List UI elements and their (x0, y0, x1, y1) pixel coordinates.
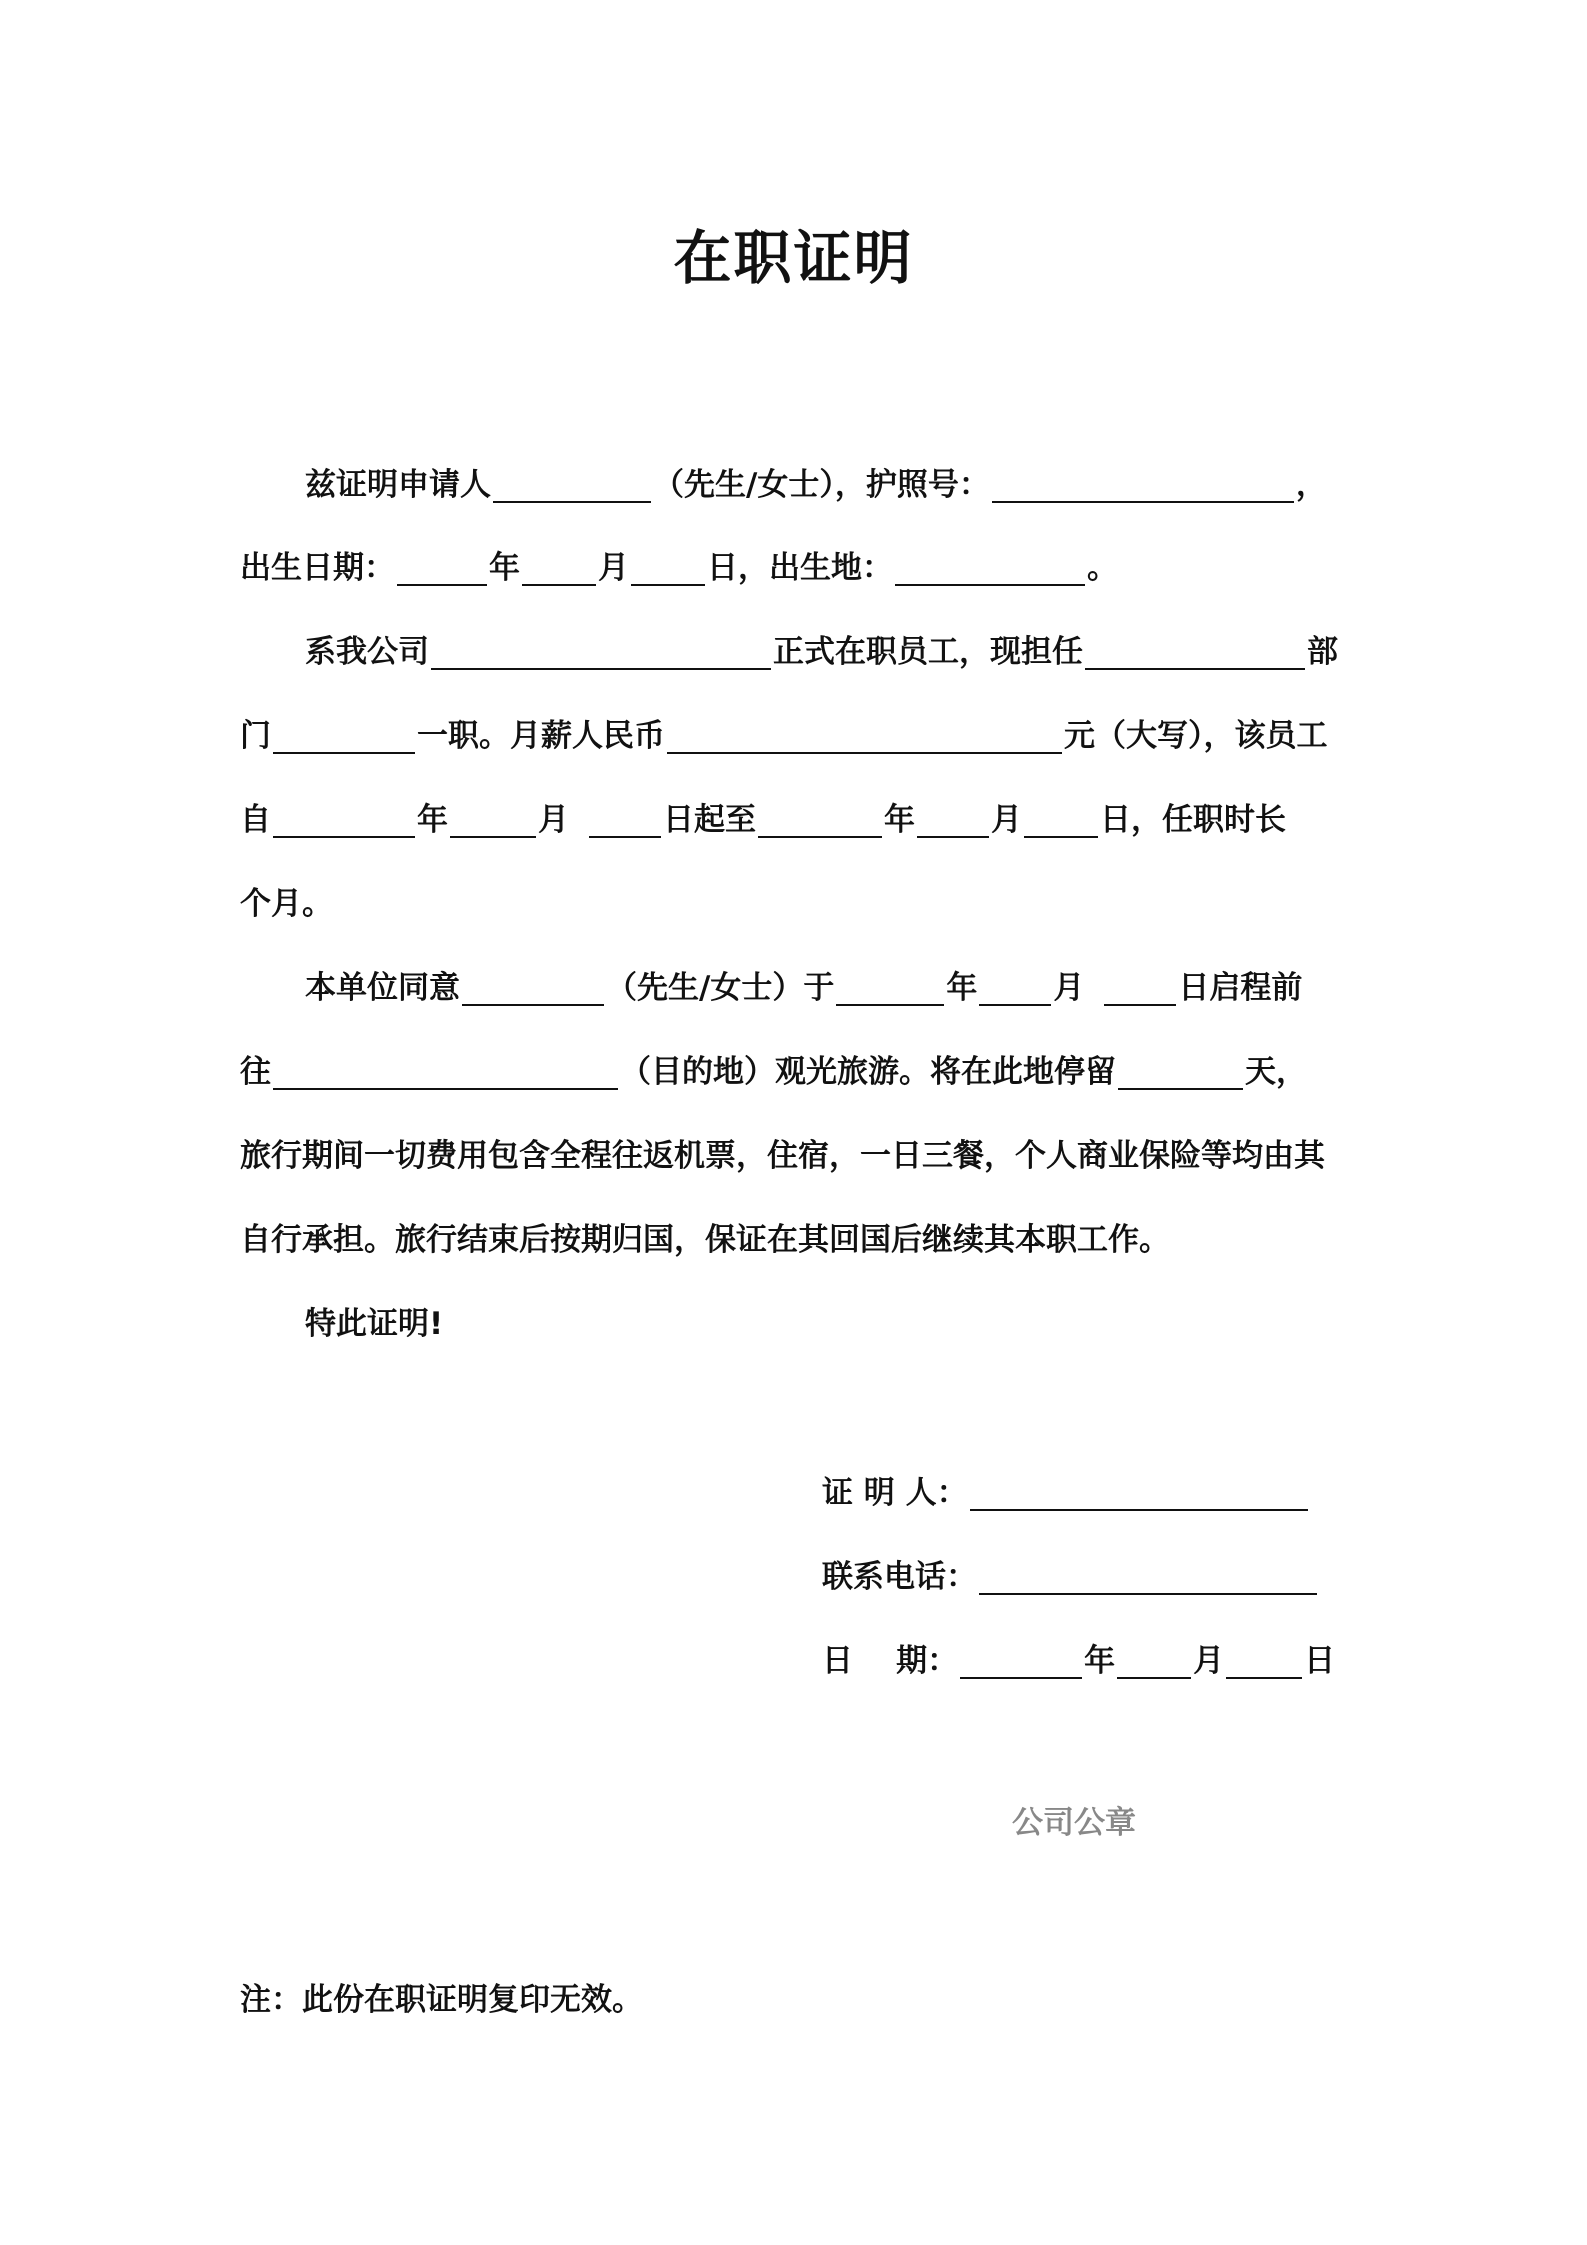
certifier-label: 证 明 人： (822, 1475, 968, 1511)
line-expenses (240, 1126, 1355, 1186)
month-text: 月 (538, 802, 569, 838)
phone-row (822, 1547, 1319, 1607)
start-month-blank[interactable] (450, 796, 536, 838)
department-tail-text: 门 (240, 718, 271, 754)
employee-position-text: 正式在职员工，现担任 (773, 634, 1083, 670)
from-text: 自 (240, 802, 271, 838)
company-label: 系我公司 (305, 634, 429, 670)
line-tenure (240, 790, 1355, 850)
line-hereby (305, 1294, 1355, 1354)
title-on-text: （先生/女士）于 (606, 970, 835, 1006)
birth-year-blank[interactable] (397, 544, 487, 586)
line-salary (240, 706, 1355, 766)
applicant-name-blank[interactable] (493, 461, 651, 503)
hereby-certify-text: 特此证明! (305, 1306, 444, 1342)
sign-day-blank[interactable] (1226, 1637, 1302, 1679)
depart-day-blank[interactable] (1104, 964, 1176, 1006)
month-text: 月 (1193, 1643, 1225, 1679)
position-blank[interactable] (273, 712, 415, 754)
phone-label: 联系电话： (822, 1559, 977, 1595)
line-company (305, 622, 1355, 682)
months-text: 个月。 (240, 886, 333, 922)
return-text: 自行承担。旅行结束后按期归国，保证在其回国后继续其本职工作。 (240, 1222, 1170, 1258)
year-text: 年 (1084, 1643, 1116, 1679)
line-return (240, 1210, 1355, 1270)
birth-day-blank[interactable] (631, 544, 705, 586)
tenure-label: 日，任职时长 (1100, 802, 1286, 838)
depart-text: 日启程前 (1178, 970, 1303, 1006)
birth-date-label: 出生日期： (240, 550, 395, 586)
year-text: 年 (946, 970, 978, 1006)
month-text: 月 (991, 802, 1022, 838)
depart-year-blank[interactable] (836, 964, 944, 1006)
phone-blank[interactable] (979, 1553, 1317, 1595)
end-month-blank[interactable] (917, 796, 989, 838)
photocopy-note: 注：此份在职证明复印无效。 (240, 1982, 643, 2018)
line-birth (240, 538, 1355, 598)
applicant-label: 兹证明申请人 (305, 467, 491, 503)
document-title: 在职证明 (673, 224, 914, 292)
date-row (822, 1631, 1335, 1691)
birthplace-blank[interactable] (895, 544, 1085, 586)
line-travel-consent (305, 958, 1355, 1018)
date-label: 日 期： (822, 1643, 959, 1679)
end-year-blank[interactable] (758, 796, 882, 838)
until-text: 日起至 (663, 802, 756, 838)
depart-month-blank[interactable] (979, 964, 1051, 1006)
traveler-name-blank[interactable] (462, 964, 604, 1006)
day-text: 日 (1304, 1643, 1336, 1679)
company-seal-text: 公司公章 (1012, 1805, 1136, 1841)
month-text: 月 (1053, 970, 1085, 1006)
year-text: 年 (489, 550, 520, 586)
month-text: 月 (598, 550, 629, 586)
start-day-blank[interactable] (589, 796, 661, 838)
department-text: 部 (1307, 634, 1338, 670)
comma-text: ， (1295, 467, 1327, 503)
salary-blank[interactable] (667, 712, 1062, 754)
expenses-text: 旅行期间一切费用包含全程往返机票，住宿，一日三餐，个人商业保险等均由其 (240, 1138, 1325, 1174)
year-text: 年 (417, 802, 448, 838)
birthplace-label: 日，出生地： (707, 550, 893, 586)
sign-year-blank[interactable] (960, 1637, 1082, 1679)
birth-month-blank[interactable] (522, 544, 596, 586)
certifier-blank[interactable] (970, 1469, 1308, 1511)
line-destination (240, 1042, 1355, 1102)
consent-label: 本单位同意 (305, 970, 460, 1006)
start-year-blank[interactable] (273, 796, 415, 838)
title-passport-label: （先生/女士），护照号： (653, 467, 990, 503)
destination-label: （目的地）观光旅游。将在此地停留 (620, 1054, 1116, 1090)
year-text: 年 (884, 802, 915, 838)
line-applicant (305, 455, 1355, 515)
line-months (240, 874, 1355, 934)
sign-month-blank[interactable] (1117, 1637, 1191, 1679)
to-text: 往 (240, 1054, 271, 1090)
certifier-row (822, 1463, 1310, 1523)
days-text: 天， (1245, 1054, 1307, 1090)
period-text: 。 (1087, 550, 1118, 586)
passport-number-blank[interactable] (992, 461, 1294, 503)
destination-blank[interactable] (273, 1048, 618, 1090)
stay-days-blank[interactable] (1118, 1048, 1243, 1090)
end-day-blank[interactable] (1024, 796, 1098, 838)
salary-label: 一职。月薪人民币 (417, 718, 665, 754)
department-blank[interactable] (1085, 628, 1305, 670)
company-name-blank[interactable] (431, 628, 771, 670)
salary-tail-text: 元（大写），该员工 (1064, 718, 1328, 754)
